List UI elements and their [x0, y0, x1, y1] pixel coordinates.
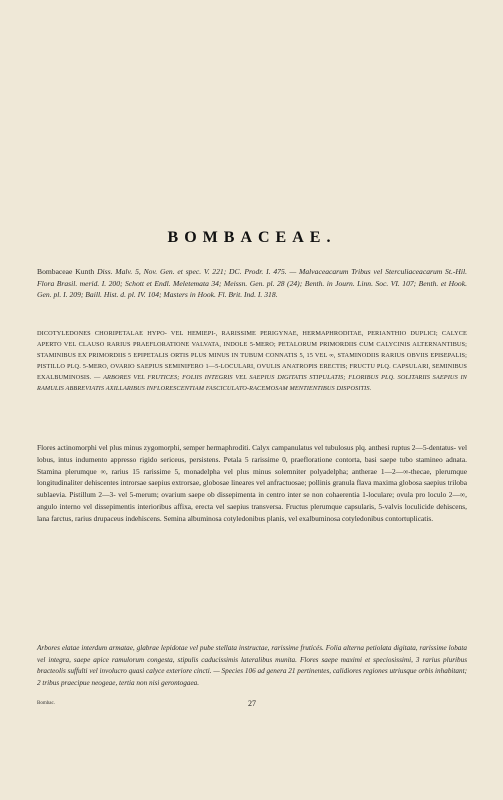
habit-paragraph: Arbores elatae interdum armatae, glabrae lepidotae vel pube stellata instructae, rarissime fruticés. Folia alterna petiolata digitata, rarissime lobata vel integra, saepe apice ramulorum congesta, stipulis caducissimis lateralibus munita. Flores saepe maximi et speciosissimi, 3 rarius pluribus bracteolis suffulti vel involucro quasi calyce exteriore cincti. — Species 106 ad genera 21 pertinentes, calidiores regiones utriusque orbis inhabitant; 2 tribus praecipue neogeae, tertia non nisi gerontogaea.	[37, 644, 467, 687]
page-title: BOMBACEAE.	[167, 229, 337, 246]
diagnosis-paragraph	[37, 328, 467, 394]
page-number: 27	[248, 699, 256, 708]
flores-paragraph: Flores actinomorphi vel plus minus zygomorphi, semper hermaphroditi. Calyx campanulatus vel tubulosus plq. anthesi ruptus 2—5-dentatus- vel lobus, intus indumento appresso rigido sericeus, persistens. Petala 5 rarissime 0, praefloratione contorta, basi saepe tubo stamineo adnata. Stamina plerumque ∞, rarius 15 rarissime 5, monadelpha vel plus minus solemniter polyadelpha; antherae 1—2—∞-thecae, plerumque longitudinaliter dehiscentes introrsae saepius extrorsae, globosae lineares vel anfractuosae; pollinis granula flava maxima globosa saepius triloba sublaevia. Pistillum 2—3- vel 5-merum; ovarium saepe ob dissepimenta in centro inter se non cohaerentia 1-loculare; ovula pro loculo 2—∞, angulo interno vel dissepimentis interioribus affixa, erecta vel saepius transversa. Fructus plerumque capsularis, 5-valvis loculicide dehiscens, lana farctus, rarius drupaceus indehiscens. Semina albuminosa cotyledonibus planis, vel exalbuminosa cotyledonibus contortuplicatis.	[37, 443, 467, 523]
synonymy-paragraph	[37, 266, 467, 301]
synonymy-text: Diss. Malv. 5, Nov. Gen. et spec. V. 221; DC. Prodr. I. 475. — Malvaceacarum Tribus vel Sterculiaceacarum St.-Hil. Flora Brasil. merid. I. 200; Schott et Endl. Meletemata 34; Meissn. Gen. pl. 28 (24); Benth. in Journ. Linn. Soc. VI. 107; Benth. et Hook. Gen. pl. I. 209; Baill. Hist. d. pl. IV. 104; Masters in Hook. Fl. Brit. Ind. I. 318.	[37, 267, 467, 300]
synonymy-lead: Bombaceae Kunth	[37, 267, 95, 276]
footer-signature: Bombac.	[37, 701, 55, 706]
diagnosis-text: DICOTYLEDONES CHORIPETALAE HYPO- VEL HEMIEPI-, RARISSIME PERIGYNAE, HERMAPHRODITAE, PERIANTHIO DUPLICI; CALYCE APERTO VEL CLAUSO RARIUS PRAEFLORATIONE VALVATA, INDOLE 5-MERO; PETALORUM PRIMORDIIS CUM CALYCINIS ALTERNANTIBUS; STAMINIBUS EX PRIMORDIIS 5 EPIPETALIS ORTIS PLUS MINUS IN TUBUM CONNATIS 5, 15 VEL ∞, STAMINODIIS RARIUS OBVIIS EPISEPALIS; PISTILLO PLQ. 5-MERO, OVARIO SAEPIUS SEMINIFERO 1—5-LOCULARI, OVULIS ANATROPIS ERECTIS; FRUCTU PLQ. CAPSULARI, SEMINIBUS EXALBUMINOSIS. —	[37, 330, 467, 381]
diagnosis-italic: ARBORES VEL FRUTICES; FOLIIS INTEGRIS VEL SAEPIUS DIGITATIS STIPULATIS; FLORIBUS PLQ. SOLITARIIS SAEPIUS IN RAMULIS ABBREVIATIS AXILLARIBUS INFLORESCENTIAM FASCICULATO-RACEMOSAM MENTIENTIBUS DISPOSITIS.	[37, 374, 467, 392]
